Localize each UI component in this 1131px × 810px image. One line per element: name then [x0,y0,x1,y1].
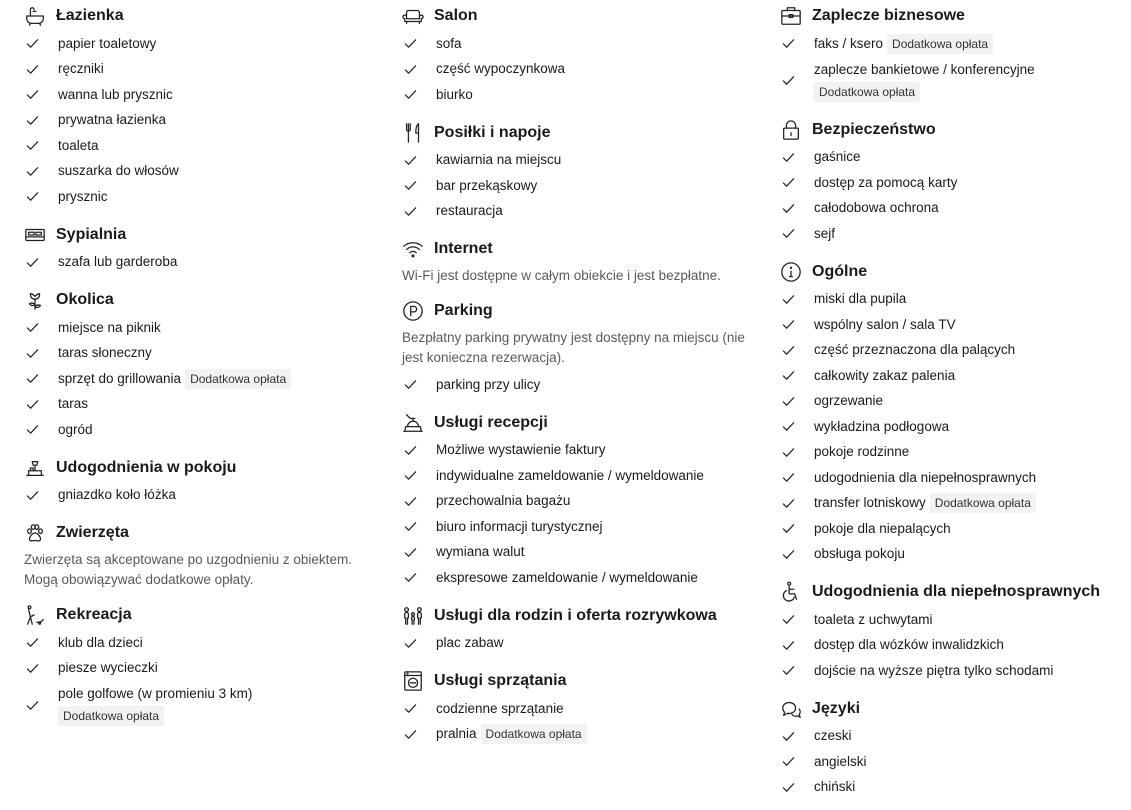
facility-item [780,658,1125,684]
checkmark-icon [782,74,796,87]
facility-item [780,389,1125,415]
checkmark-icon [782,202,796,215]
section-header [24,453,384,483]
facility-item [24,681,384,729]
flower-icon [24,289,46,311]
facility-label: ekspresowe zameldowanie / wymeldowanie [436,569,698,585]
checkmark-icon [404,495,418,508]
facility-item [780,414,1125,440]
section-description: Bezpłatny parking prywatny jest dostępny na miejscu (nie jest konieczna rezerwacja). [402,330,745,365]
facility-label: wykładzina podłogowa [814,418,950,434]
checkmark-icon [26,321,40,334]
facility-label: prysznic [58,188,108,204]
extra-charge-badge: Dodatkowa opłata [58,706,164,726]
checkmark-icon [26,662,40,675]
checkmark-icon [782,781,796,794]
facility-label: całkowity zakaz palenia [814,367,956,383]
facility-label: czeski [814,728,852,744]
section-title: Języki [812,699,861,717]
checkmark-icon [782,755,796,768]
section-title: Bezpieczeństwo [812,120,936,138]
checkmark-icon [782,613,796,626]
facility-item [402,31,762,57]
checkmark-icon [26,63,40,76]
facility-item [24,341,384,367]
facility-item [24,366,384,392]
section-header [402,234,762,264]
facility-item [24,108,384,134]
facility-list [24,630,384,729]
facility-item [24,31,384,57]
lock-icon [780,119,802,141]
facility-item [780,607,1125,633]
facility-list [24,483,384,509]
section-salon [402,1,762,108]
facility-item [402,696,762,722]
facility-label: sprzęt do grillowania [58,370,182,386]
fork-knife-icon [402,122,424,144]
checkmark-icon [26,699,40,712]
facility-list [402,31,762,108]
facility-item [780,516,1125,542]
facility-label: pokoje dla niepalących [814,520,951,536]
section-header [780,1,1125,31]
facility-label: papier toaletowy [58,35,157,51]
section-title: Zwierzęta [56,524,129,541]
facility-label: dostęp za pomocą karty [814,174,958,190]
facility-item [24,159,384,185]
section-header [402,1,762,31]
checkmark-icon [782,446,796,459]
facility-item [780,221,1125,247]
facility-label: szafa lub garderoba [58,254,178,270]
facility-list [402,148,762,225]
facility-label: część przeznaczona dla palących [814,342,1016,358]
facility-list [24,315,384,443]
checkmark-icon [782,420,796,433]
checkmark-icon [404,520,418,533]
checkmark-icon [404,63,418,76]
facility-label: taras [58,396,89,412]
extra-charge-badge: Dodatkowa opłata [814,82,920,102]
section-title: Parking [434,302,493,319]
section-title: Usługi sprzątania [434,672,567,689]
facility-label: klub dla dzieci [58,634,143,650]
facility-label: część wypoczynkowa [436,61,566,77]
facility-label: toaleta [58,137,99,153]
facility-label: parking przy ulicy [436,376,541,392]
facilities-column-2 [402,0,762,757]
facility-label: toaleta z uchwytami [814,611,933,627]
checkmark-icon [26,347,40,360]
checkmark-icon [782,293,796,306]
facility-label: gaśnice [814,149,861,165]
facility-item [402,514,762,540]
facility-item [780,196,1125,222]
checkmark-icon [782,176,796,189]
checkmark-icon [404,37,418,50]
facility-label: suszarka do włosów [58,163,179,179]
facility-item [402,438,762,464]
facility-label: biuro informacji turystycznej [436,518,603,534]
extra-charge-badge: Dodatkowa opłata [887,34,993,54]
facility-label: przechowalnia bagażu [436,493,571,509]
checkmark-icon [404,444,418,457]
section-bezpieczenstwo [780,115,1125,247]
facility-list [780,31,1125,105]
facility-item [402,565,762,591]
checkmark-icon [782,151,796,164]
section-title: Udogodnienia w pokoju [56,458,237,476]
facility-label: obsługa pokoju [814,546,905,562]
section-header [24,518,384,548]
facility-label: miejsce na piknik [58,319,161,335]
section-ogolne [780,257,1125,568]
checkmark-icon [782,471,796,484]
extra-charge-badge: Dodatkowa opłata [481,724,587,744]
facility-item [24,417,384,443]
sofa-icon [402,5,424,27]
checkmark-icon [26,37,40,50]
facility-label: dostęp dla wózków inwalidzkich [814,637,1004,653]
section-okolica [24,285,384,443]
section-header [24,285,384,315]
recreation-icon [24,604,46,626]
facility-label: pralnia [436,726,477,742]
facility-label: indywidualne zameldowanie / wymeldowanie [436,467,704,483]
facility-item [24,483,384,509]
section-lazienka [24,1,384,210]
facility-item [780,724,1125,750]
facility-label: biurko [436,86,473,102]
checkmark-icon [404,154,418,167]
facility-label: całodobowa ochrona [814,200,939,216]
speech-bubbles-icon [780,698,802,720]
section-header [780,577,1125,607]
extra-charge-badge: Dodatkowa opłata [185,369,291,389]
paw-icon [24,522,46,544]
section-uslugi-recepcji [402,408,762,591]
section-title: Rekreacja [56,606,132,623]
section-description: Zwierzęta są akceptowane po uzgodnieniu z obiektem. Mogą obowiązywać dodatkowe opłaty. [24,552,352,587]
checkmark-icon [404,88,418,101]
facility-item [402,489,762,515]
section-header [402,408,762,438]
checkmark-icon [782,395,796,408]
facility-label: wanna lub prysznic [58,86,173,102]
facility-item [780,491,1125,517]
checkmark-icon [26,256,40,269]
facility-item [402,173,762,199]
facility-item [780,465,1125,491]
washing-machine-icon [402,670,424,692]
facility-item [780,633,1125,659]
facility-label: angielski [814,753,867,769]
facility-label: piesze wycieczki [58,660,158,676]
facility-item [24,392,384,418]
facility-label: bar przekąskowy [436,177,538,193]
facility-label: taras słoneczny [58,345,152,361]
facilities-column-3 [780,0,1125,810]
facility-label: ręczniki [58,61,104,77]
facility-item [402,148,762,174]
parking-icon [402,300,424,322]
section-rekreacja [24,600,384,729]
bath-icon [24,5,46,27]
section-header [24,1,384,31]
checkmark-icon [782,730,796,743]
checkmark-icon [404,728,418,741]
facility-item [402,540,762,566]
checkmark-icon [782,318,796,331]
info-icon [780,261,802,283]
facility-item [780,145,1125,171]
facility-label: kawiarnia na miejscu [436,152,562,168]
facility-item [24,315,384,341]
facility-label: transfer lotniskowy [814,495,926,511]
facility-item [780,312,1125,338]
facility-label: pokoje rodzinne [814,444,910,460]
family-icon [402,605,424,627]
facility-label: sejf [814,225,836,241]
facility-item [402,372,762,398]
section-posilki-i-napoje [402,118,762,225]
section-header [780,115,1125,145]
facility-item [780,287,1125,313]
facility-label: wymiana walut [436,544,525,560]
facility-item [780,363,1125,389]
facility-label: miski dla pupila [814,291,907,307]
facility-item [24,184,384,210]
facility-item [24,82,384,108]
checkmark-icon [26,372,40,385]
checkmark-icon [782,497,796,510]
facility-label: ogrzewanie [814,393,884,409]
facility-list [780,724,1125,801]
facility-item [780,338,1125,364]
section-title: Sypialnia [56,225,127,243]
checkmark-icon [404,469,418,482]
section-header [780,694,1125,724]
section-sypialnia [24,220,384,276]
facility-item [24,630,384,656]
facility-label: sofa [436,35,462,51]
checkmark-icon [26,423,40,436]
section-header [24,600,384,630]
facility-item [402,631,762,657]
checkmark-icon [26,114,40,127]
checkmark-icon [26,190,40,203]
facility-label: chiński [814,779,856,795]
section-uslugi-sprzatania [402,666,762,747]
facility-label: wspólny salon / sala TV [814,316,956,332]
facility-list [402,631,762,657]
facility-list [24,31,384,210]
checkmark-icon [404,546,418,559]
facility-list [780,145,1125,247]
facility-label: udogodnienia dla niepełnosprawnych [814,469,1037,485]
wheelchair-icon [780,581,802,603]
facility-item [780,542,1125,568]
facility-item [402,82,762,108]
facility-label: restauracja [436,203,503,219]
section-title: Usługi dla rodzin i oferta rozrywkowa [434,606,717,624]
checkmark-icon [26,165,40,178]
facility-item [780,749,1125,775]
facility-item [24,656,384,682]
facility-list [780,607,1125,684]
section-title: Internet [434,240,493,257]
facility-label: zaplecze bankietowe / konferencyjne [814,61,1035,77]
extra-charge-badge: Dodatkowa opłata [930,493,1036,513]
facility-item [402,722,762,748]
checkmark-icon [782,522,796,535]
facility-label: Możliwe wystawienie faktury [436,442,606,458]
section-internet [402,234,762,286]
checkmark-icon [26,636,40,649]
checkmark-icon [782,37,796,50]
facility-list [402,438,762,591]
section-jezyki [780,694,1125,801]
reception-bell-icon [402,412,424,434]
facility-item [24,57,384,83]
room-amenities-icon [24,457,46,479]
checkmark-icon [404,571,418,584]
checkmark-icon [782,548,796,561]
checkmark-icon [404,637,418,650]
facility-item [24,133,384,159]
section-zwierzeta [24,518,384,590]
section-title: Łazienka [56,7,124,24]
facility-item [402,57,762,83]
section-header [402,666,762,696]
facility-item [780,775,1125,801]
checkmark-icon [782,639,796,652]
facility-label: gniazdko koło łóżka [58,487,176,503]
facility-label: prywatna łazienka [58,112,167,128]
briefcase-icon [780,5,802,27]
checkmark-icon [404,179,418,192]
section-header [402,296,762,326]
section-udogodnienia-w-pokoju [24,453,384,509]
checkmark-icon [26,398,40,411]
section-udogodnienia-dla-niepelnosprawnych [780,577,1125,684]
facility-label: faks / ksero [814,35,884,51]
facility-list [402,696,762,747]
facility-list [780,287,1125,568]
facility-item [24,250,384,276]
checkmark-icon [404,378,418,391]
section-zaplecze-biznesowe [780,1,1125,105]
section-title: Ogólne [812,262,868,280]
section-title: Posiłki i napoje [434,123,551,141]
section-title: Salon [434,7,478,24]
facility-label: ogród [58,421,93,437]
section-title: Okolica [56,291,114,308]
bed-icon [24,224,46,246]
facility-item [780,170,1125,196]
facility-item [780,440,1125,466]
checkmark-icon [782,344,796,357]
checkmark-icon [404,702,418,715]
checkmark-icon [782,369,796,382]
checkmark-icon [782,227,796,240]
section-parking [402,296,762,398]
checkmark-icon [26,139,40,152]
section-title: Usługi recepcji [434,413,548,431]
wifi-icon [402,238,424,260]
facility-label: plac zabaw [436,635,504,651]
facility-label: pole golfowe (w promieniu 3 km) [58,686,253,701]
section-header [780,257,1125,287]
section-header [402,601,762,631]
section-title: Udogodnienia dla niepełnosprawnych [812,583,1101,600]
section-title: Zaplecze biznesowe [812,7,965,24]
facilities-column-1 [24,0,384,739]
checkmark-icon [404,205,418,218]
facility-item [780,31,1125,57]
section-description: Wi-Fi jest dostępne w całym obiekcie i jest bezpłatne. [402,268,721,283]
facility-list [24,250,384,276]
checkmark-icon [26,489,40,502]
facility-label: dojście na wyższe piętra tylko schodami [814,662,1054,678]
facility-list [402,372,762,398]
facility-item [402,463,762,489]
facility-item [780,57,1125,105]
checkmark-icon [782,664,796,677]
checkmark-icon [26,88,40,101]
section-uslugi-dla-rodzin-i-oferta-rozrywkowa [402,601,762,657]
section-header [402,118,762,148]
section-header [24,220,384,250]
facility-label: codzienne sprzątanie [436,700,564,716]
facility-item [402,199,762,225]
